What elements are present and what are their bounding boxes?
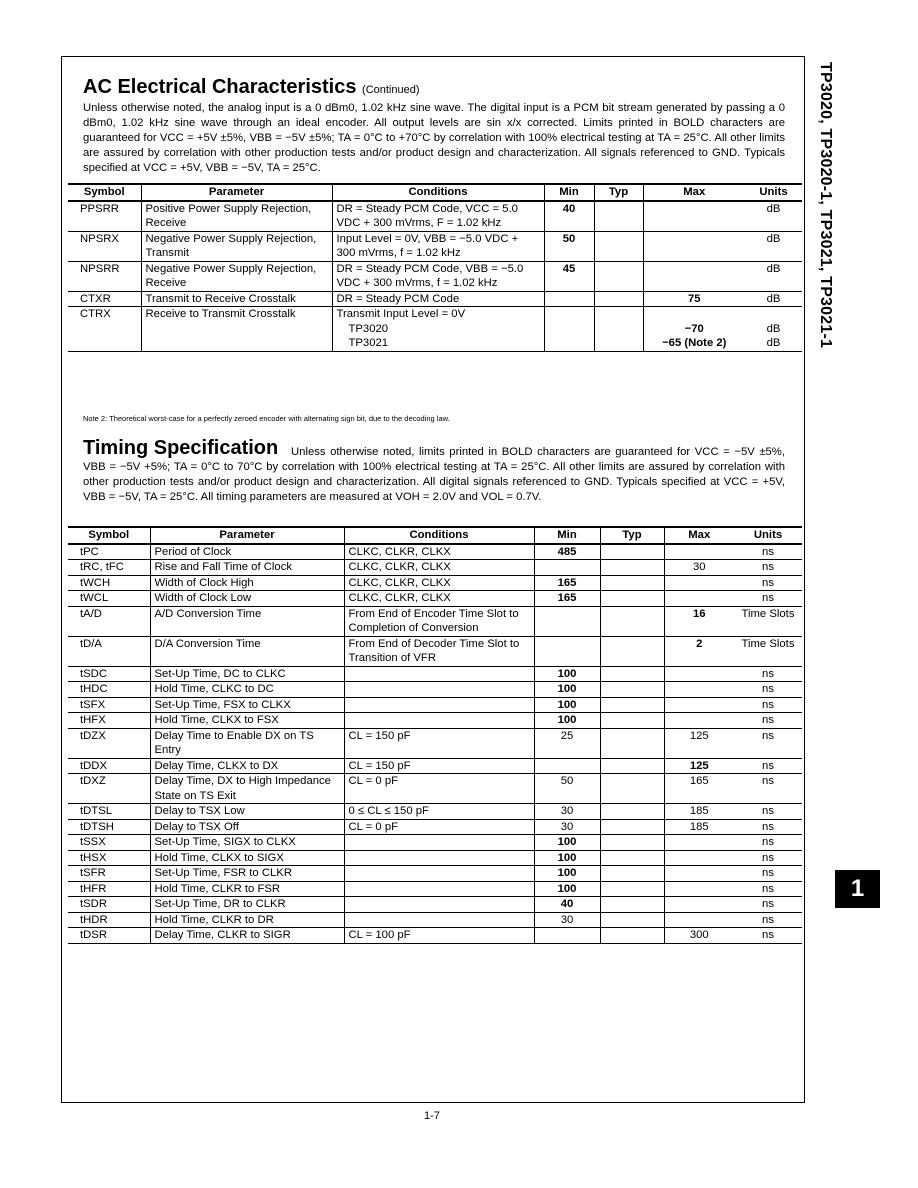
cell-typ <box>600 881 664 897</box>
cell-parameter: Receive to Transmit Crosstalk <box>141 307 332 352</box>
cell-conditions <box>344 835 534 851</box>
cell-conditions: CLKC, CLKR, CLKX <box>344 591 534 607</box>
cell-parameter: Delay Time, CLKX to DX <box>150 758 344 774</box>
cell-conditions <box>344 850 534 866</box>
cell-parameter: Hold Time, CLKX to FSX <box>150 713 344 729</box>
table-row <box>68 291 802 307</box>
cell-parameter: Width of Clock High <box>150 575 344 591</box>
cell-units-main <box>749 307 798 322</box>
cell-symbol: tDDX <box>68 758 150 774</box>
ac-section-title: AC Electrical Characteristics (Continued) <box>83 76 420 98</box>
cell-conditions <box>344 897 534 913</box>
cell-units: dB <box>745 231 802 261</box>
cell-units: dB <box>745 291 802 307</box>
cell-max <box>664 897 734 913</box>
cell-parameter: Delay Time to Enable DX on TS Entry <box>150 728 344 758</box>
cell-units: ns <box>734 697 802 713</box>
cell-max <box>664 682 734 698</box>
cell-conditions <box>332 307 544 352</box>
cell-conditions <box>344 666 534 682</box>
cell-units: ns <box>734 758 802 774</box>
cell-min <box>534 928 600 944</box>
ac-table <box>68 183 802 352</box>
cell-min: 165 <box>534 575 600 591</box>
cell-min: 100 <box>534 881 600 897</box>
cell-conditions: CL = 0 pF <box>344 774 534 804</box>
cell-units: ns <box>734 774 802 804</box>
table-row <box>68 606 802 636</box>
cell-max <box>664 591 734 607</box>
cell-symbol: tDTSH <box>68 819 150 835</box>
table-row <box>68 261 802 291</box>
cell-conditions: DR = Steady PCM Code, VBB = −5.0 VDC + 300 mVrms, f = 1.02 kHz <box>332 261 544 291</box>
cell-typ <box>600 804 664 820</box>
cell-parameter: Set-Up Time, FSX to CLKX <box>150 697 344 713</box>
cell-min <box>544 291 594 307</box>
cell-typ <box>594 307 643 352</box>
cell-conditions: CL = 0 pF <box>344 819 534 835</box>
cell-symbol: tHDR <box>68 912 150 928</box>
cell-symbol: tSDC <box>68 666 150 682</box>
cell-max <box>643 307 745 352</box>
cell-max: 185 <box>664 819 734 835</box>
cell-typ <box>600 560 664 576</box>
cell-min: 100 <box>534 713 600 729</box>
cell-max: 16 <box>664 606 734 636</box>
cell-max <box>664 912 734 928</box>
cell-parameter: Rise and Fall Time of Clock <box>150 560 344 576</box>
cell-typ <box>600 713 664 729</box>
cell-conditions: CL = 100 pF <box>344 928 534 944</box>
header-symbol: Symbol <box>68 184 141 201</box>
header-min: Min <box>534 527 600 544</box>
header-units: Units <box>734 527 802 544</box>
cell-min: 165 <box>534 591 600 607</box>
cell-units: ns <box>734 728 802 758</box>
cell-symbol: tSFR <box>68 866 150 882</box>
cell-conditions: From End of Decoder Time Slot to Transition of VFR <box>344 636 534 666</box>
cell-units <box>745 307 802 352</box>
cell-max-sub: −70 <box>684 322 704 335</box>
table-row <box>68 850 802 866</box>
cell-parameter: Positive Power Supply Rejection, Receive <box>141 201 332 232</box>
table-row <box>68 928 802 944</box>
cell-conditions: CLKC, CLKR, CLKX <box>344 575 534 591</box>
header-typ: Typ <box>600 527 664 544</box>
cell-max <box>643 261 745 291</box>
cell-min: 100 <box>534 666 600 682</box>
cell-symbol: tHDC <box>68 682 150 698</box>
cell-typ <box>600 850 664 866</box>
cell-symbol: tDZX <box>68 728 150 758</box>
cell-units: Time Slots <box>734 636 802 666</box>
cell-max <box>664 835 734 851</box>
cell-units-sub: dB <box>766 322 781 335</box>
timing-section-title: Timing Specification <box>83 437 279 459</box>
table-row <box>68 758 802 774</box>
header-max: Max <box>643 184 745 201</box>
cell-units: ns <box>734 544 802 560</box>
cell-symbol: tHFX <box>68 713 150 729</box>
header-typ: Typ <box>594 184 643 201</box>
table-row <box>68 866 802 882</box>
cell-max: 125 <box>664 758 734 774</box>
cell-typ <box>600 819 664 835</box>
cell-symbol: tHSX <box>68 850 150 866</box>
cell-units: ns <box>734 850 802 866</box>
cell-parameter: Period of Clock <box>150 544 344 560</box>
cell-typ <box>600 774 664 804</box>
cell-typ <box>600 758 664 774</box>
cell-conditions <box>344 713 534 729</box>
cell-parameter: Hold Time, CLKC to DC <box>150 682 344 698</box>
table-row <box>68 201 802 232</box>
cell-parameter: A/D Conversion Time <box>150 606 344 636</box>
cell-symbol: tSDR <box>68 897 150 913</box>
section-tab: 1 <box>835 870 880 908</box>
cell-symbol: tHFR <box>68 881 150 897</box>
cell-conditions: From End of Encoder Time Slot to Completion of Conversion <box>344 606 534 636</box>
cell-parameter: Delay Time, CLKR to SIGR <box>150 928 344 944</box>
header-conditions: Conditions <box>344 527 534 544</box>
cell-typ <box>594 201 643 232</box>
cell-conditions <box>344 682 534 698</box>
cell-max: 300 <box>664 928 734 944</box>
header-symbol: Symbol <box>68 527 150 544</box>
cell-conditions <box>344 881 534 897</box>
cell-units: ns <box>734 835 802 851</box>
cell-max <box>643 201 745 232</box>
cell-typ <box>600 835 664 851</box>
cell-symbol: tRC, tFC <box>68 560 150 576</box>
cell-max: 2 <box>664 636 734 666</box>
cell-parameter: Delay to TSX Off <box>150 819 344 835</box>
cell-symbol: tPC <box>68 544 150 560</box>
cell-units: ns <box>734 912 802 928</box>
cell-min: 100 <box>534 682 600 698</box>
cell-min: 40 <box>544 201 594 232</box>
table-row <box>68 804 802 820</box>
cell-max <box>664 850 734 866</box>
ac-intro: Unless otherwise noted, the analog input is a 0 dBm0, 1.02 kHz sine wave. The digital input is a PCM bit stream generated by passing a 0 dBm0, 1.02 kHz sine wave through an ideal encoder. All output levels are sin x/x corrected. Limits printed in BOLD characters are guaranteed for VCC = +5V ±5%, VBB = −5V ±5%; TA = 0°C to +70°C by correlation with 100% electrical testing at TA = 25°C. All other limits are assured by correlation with other production tests and/or product design and characterization. All signals referenced to GND. Typicals specified at VCC = +5V, VBB = −5V, TA = 25°C. <box>83 102 785 174</box>
table-row <box>68 881 802 897</box>
cell-symbol: PPSRR <box>68 201 141 232</box>
cell-min <box>534 758 600 774</box>
cell-symbol: tA/D <box>68 606 150 636</box>
cell-parameter: Set-Up Time, DC to CLKC <box>150 666 344 682</box>
cell-max: 165 <box>664 774 734 804</box>
cell-conditions: CL = 150 pF <box>344 758 534 774</box>
cell-max <box>664 881 734 897</box>
cell-min: 100 <box>534 866 600 882</box>
cell-min <box>534 560 600 576</box>
cell-parameter: Hold Time, CLKR to FSR <box>150 881 344 897</box>
cell-min <box>534 606 600 636</box>
cell-units: ns <box>734 666 802 682</box>
cell-symbol: tDXZ <box>68 774 150 804</box>
header-parameter: Parameter <box>141 184 332 201</box>
timing-table <box>68 526 802 944</box>
cell-min: 50 <box>534 774 600 804</box>
cell-conditions-sub: TP3021 <box>348 337 389 349</box>
cell-max <box>664 697 734 713</box>
cell-units: dB <box>745 201 802 232</box>
cell-typ <box>600 897 664 913</box>
cell-max <box>664 544 734 560</box>
table-row <box>68 682 802 698</box>
cell-typ <box>594 291 643 307</box>
table-row <box>68 897 802 913</box>
cell-typ <box>594 231 643 261</box>
cell-parameter: Negative Power Supply Rejection, Receive <box>141 261 332 291</box>
cell-conditions: DR = Steady PCM Code <box>332 291 544 307</box>
cell-min <box>544 307 594 352</box>
cell-max: 125 <box>664 728 734 758</box>
cell-typ <box>600 544 664 560</box>
page-number: 1-7 <box>424 1110 440 1122</box>
cell-symbol: tSFX <box>68 697 150 713</box>
cell-typ <box>594 261 643 291</box>
cell-symbol: tDSR <box>68 928 150 944</box>
cell-units: ns <box>734 804 802 820</box>
cell-min: 30 <box>534 804 600 820</box>
cell-max-sub: −65 (Note 2) <box>662 337 727 349</box>
cell-symbol: tWCH <box>68 575 150 591</box>
cell-min: 40 <box>534 897 600 913</box>
cell-conditions <box>344 697 534 713</box>
cell-parameter: Set-Up Time, SIGX to CLKX <box>150 835 344 851</box>
table-row <box>68 835 802 851</box>
cell-min: 25 <box>534 728 600 758</box>
cell-max <box>664 666 734 682</box>
header-conditions: Conditions <box>332 184 544 201</box>
cell-parameter: Set-Up Time, FSR to CLKR <box>150 866 344 882</box>
cell-parameter: Delay Time, DX to High Impedance State on TS Exit <box>150 774 344 804</box>
cell-min: 30 <box>534 819 600 835</box>
cell-min: 485 <box>534 544 600 560</box>
cell-min: 30 <box>534 912 600 928</box>
cell-conditions: 0 ≤ CL ≤ 150 pF <box>344 804 534 820</box>
cell-max <box>664 575 734 591</box>
cell-conditions: Input Level = 0V, VBB = −5.0 VDC + 300 mVrms, f = 1.02 kHz <box>332 231 544 261</box>
cell-max: 185 <box>664 804 734 820</box>
cell-typ <box>600 697 664 713</box>
table-row <box>68 697 802 713</box>
table-row <box>68 560 802 576</box>
cell-typ <box>600 866 664 882</box>
cell-parameter: Negative Power Supply Rejection, Transmit <box>141 231 332 261</box>
cell-min: 45 <box>544 261 594 291</box>
cell-units: ns <box>734 591 802 607</box>
cell-symbol: tWCL <box>68 591 150 607</box>
cell-symbol: tD/A <box>68 636 150 666</box>
cell-symbol: tDTSL <box>68 804 150 820</box>
cell-min <box>534 636 600 666</box>
cell-max <box>664 713 734 729</box>
cell-max: 30 <box>664 560 734 576</box>
cell-typ <box>600 606 664 636</box>
table-row <box>68 728 802 758</box>
cell-units: ns <box>734 866 802 882</box>
cell-min: 100 <box>534 835 600 851</box>
table-row <box>68 544 802 560</box>
cell-parameter: Delay to TSX Low <box>150 804 344 820</box>
cell-typ <box>600 591 664 607</box>
cell-units: ns <box>734 819 802 835</box>
table-row <box>68 774 802 804</box>
cell-units: ns <box>734 682 802 698</box>
cell-typ <box>600 636 664 666</box>
cell-conditions-sub: TP3020 <box>348 322 389 335</box>
cell-max: 75 <box>643 291 745 307</box>
cell-units: ns <box>734 713 802 729</box>
header-max: Max <box>664 527 734 544</box>
table-row <box>68 666 802 682</box>
cell-symbol: tSSX <box>68 835 150 851</box>
cell-typ <box>600 728 664 758</box>
cell-conditions-main: Transmit Input Level = 0V <box>336 308 466 320</box>
header-parameter: Parameter <box>150 527 344 544</box>
cell-units: ns <box>734 897 802 913</box>
cell-parameter: Hold Time, CLKR to DR <box>150 912 344 928</box>
cell-parameter: D/A Conversion Time <box>150 636 344 666</box>
cell-parameter: Width of Clock Low <box>150 591 344 607</box>
header-units: Units <box>745 184 802 201</box>
table-row <box>68 231 802 261</box>
table-row <box>68 912 802 928</box>
cell-units: dB <box>745 261 802 291</box>
cell-parameter: Transmit to Receive Crosstalk <box>141 291 332 307</box>
cell-symbol: NPSRR <box>68 261 141 291</box>
cell-max-main <box>648 307 742 322</box>
cell-typ <box>600 575 664 591</box>
cell-typ <box>600 912 664 928</box>
cell-symbol: CTRX <box>68 307 141 352</box>
cell-min: 100 <box>534 697 600 713</box>
header-min: Min <box>544 184 594 201</box>
cell-parameter: Set-Up Time, DR to CLKR <box>150 897 344 913</box>
table-row <box>68 591 802 607</box>
cell-parameter: Hold Time, CLKX to SIGX <box>150 850 344 866</box>
ac-note: Note 2: Theoretical worst-case for a perfectly zeroed encoder with alternating sign bit, due to the decoding law. <box>83 414 450 423</box>
cell-typ <box>600 682 664 698</box>
cell-min: 50 <box>544 231 594 261</box>
cell-symbol: CTXR <box>68 291 141 307</box>
cell-units: ns <box>734 928 802 944</box>
cell-conditions <box>344 912 534 928</box>
cell-units: ns <box>734 881 802 897</box>
table-row <box>68 819 802 835</box>
cell-conditions: CLKC, CLKR, CLKX <box>344 544 534 560</box>
cell-conditions: DR = Steady PCM Code, VCC = 5.0 VDC + 300 mVrms, F = 1.02 kHz <box>332 201 544 232</box>
cell-units: ns <box>734 560 802 576</box>
cell-conditions: CLKC, CLKR, CLKX <box>344 560 534 576</box>
timing-intro: Unless otherwise noted, limits printed in BOLD characters are guaranteed for VCC = −5V ±5%, VBB = −5V +5%; TA = 0°C to 70°C by correlation with 100% electrical testing at TA = 25°C. All other limits are assured by correlation with other production tests and/or product design and characterization. All digital signals referenced to GND. Typicals specified at VCC = +5V, VBB = −5V, TA = 25°C. All timing parameters are measured at VOH = 2.0V and VOL = 0.7V. <box>83 446 785 503</box>
cell-units: ns <box>734 575 802 591</box>
side-title: TP3020, TP3020-1, TP3021, TP3021-1 <box>817 62 834 349</box>
cell-typ <box>600 666 664 682</box>
cell-conditions: CL = 150 pF <box>344 728 534 758</box>
table-row <box>68 713 802 729</box>
cell-typ <box>600 928 664 944</box>
cell-max <box>643 231 745 261</box>
cell-symbol: NPSRX <box>68 231 141 261</box>
table-row <box>68 307 802 352</box>
table-row <box>68 636 802 666</box>
cell-units-sub: dB <box>766 337 781 349</box>
cell-max <box>664 866 734 882</box>
cell-min: 100 <box>534 850 600 866</box>
cell-units: Time Slots <box>734 606 802 636</box>
cell-conditions <box>344 866 534 882</box>
table-row <box>68 575 802 591</box>
